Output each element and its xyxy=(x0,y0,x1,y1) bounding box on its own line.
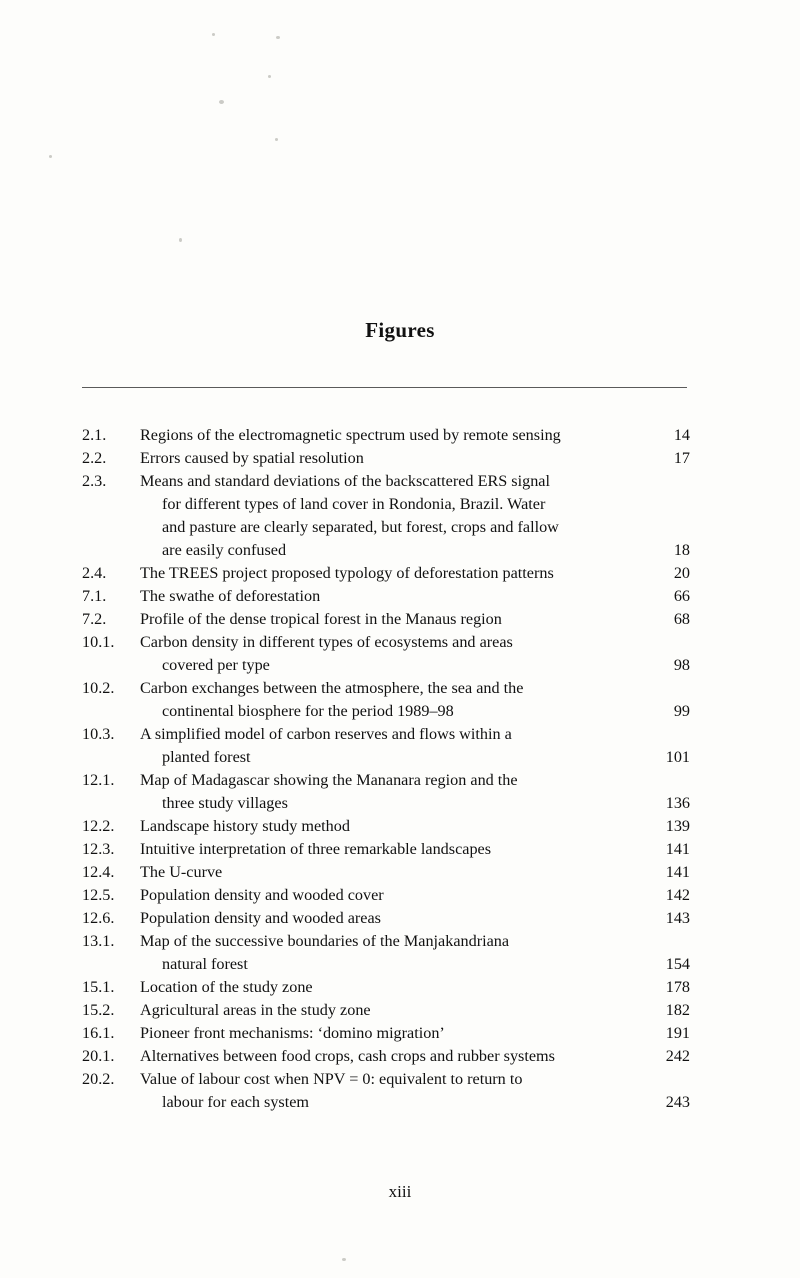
figure-page-number: 141 xyxy=(665,840,690,858)
figure-caption-line: Profile of the dense tropical forest in the Manaus region xyxy=(140,610,502,628)
figure-number: 12.6. xyxy=(82,909,115,927)
figure-page-number: 99 xyxy=(673,702,690,720)
figure-caption-line: Carbon density in different types of ecosystems and areas xyxy=(140,633,513,651)
figure-number: 15.2. xyxy=(82,1001,115,1019)
figure-entry xyxy=(82,470,690,562)
figure-caption-line: labour for each system xyxy=(162,1093,309,1111)
figure-number: 2.2. xyxy=(82,449,107,467)
figure-number: 12.2. xyxy=(82,817,115,835)
figure-entry xyxy=(82,999,690,1022)
figure-caption xyxy=(140,631,656,677)
figure-caption-line: A simplified model of carbon reserves and flows within a xyxy=(140,725,512,743)
figure-entry xyxy=(82,1068,690,1114)
page-folio: xiii xyxy=(388,1182,412,1201)
figure-caption xyxy=(140,677,656,723)
figure-entry xyxy=(82,815,690,838)
figure-page-number: 243 xyxy=(665,1093,690,1111)
figure-caption xyxy=(140,470,656,562)
figure-caption-line: Intuitive interpretation of three remarkable landscapes xyxy=(140,840,492,858)
figure-caption xyxy=(140,1068,656,1114)
figure-entry xyxy=(82,838,690,861)
figure-caption xyxy=(140,562,656,585)
figure-number: 15.1. xyxy=(82,978,115,996)
figure-entry xyxy=(82,1045,690,1068)
figure-caption xyxy=(140,815,656,838)
page-speck xyxy=(212,33,215,36)
figure-page-number: 142 xyxy=(665,886,690,904)
figure-entry xyxy=(82,907,690,930)
figure-caption-line: planted forest xyxy=(162,748,251,766)
figure-caption-line: Value of labour cost when NPV = 0: equivalent to return to xyxy=(140,1070,523,1088)
figure-number: 2.1. xyxy=(82,426,107,444)
page-speck xyxy=(219,100,224,104)
figure-caption xyxy=(140,608,656,631)
figure-page-number: 136 xyxy=(665,794,690,812)
figure-caption-line: Means and standard deviations of the backscattered ERS signal xyxy=(140,472,550,490)
figure-caption-line: Pioneer front mechanisms: ‘domino migration’ xyxy=(140,1024,445,1042)
figure-caption-line: Location of the study zone xyxy=(140,978,313,996)
figure-page-number: 68 xyxy=(673,610,690,628)
figure-caption-line: The U-curve xyxy=(140,863,223,881)
figure-page-number: 98 xyxy=(673,656,690,674)
figure-number: 10.3. xyxy=(82,725,115,743)
figure-caption-line: Agricultural areas in the study zone xyxy=(140,1001,371,1019)
figure-caption-line: Regions of the electromagnetic spectrum used by remote sensing xyxy=(140,426,561,444)
figure-page-number: 242 xyxy=(665,1047,690,1065)
figure-number: 12.5. xyxy=(82,886,115,904)
figure-entry xyxy=(82,884,690,907)
figure-page-number: 14 xyxy=(673,426,690,444)
figure-number: 2.3. xyxy=(82,472,107,490)
figure-caption xyxy=(140,424,656,447)
page-speck xyxy=(275,138,278,141)
figure-page-number: 139 xyxy=(665,817,690,835)
figure-page-number: 141 xyxy=(665,863,690,881)
page-speck xyxy=(49,155,52,158)
figure-page-number: 20 xyxy=(673,564,690,582)
figure-caption xyxy=(140,723,656,769)
figure-caption xyxy=(140,838,656,861)
figure-number: 7.2. xyxy=(82,610,107,628)
figure-caption-line: Alternatives between food crops, cash crops and rubber systems xyxy=(140,1047,555,1065)
figure-caption-line: natural forest xyxy=(162,955,248,973)
figure-caption xyxy=(140,1045,656,1068)
figure-number: 20.2. xyxy=(82,1070,115,1088)
figure-entry xyxy=(82,608,690,631)
figure-page-number: 17 xyxy=(673,449,690,467)
figure-number: 10.1. xyxy=(82,633,115,651)
figure-caption xyxy=(140,769,656,815)
figure-page-number: 154 xyxy=(665,955,690,973)
figure-page-number: 18 xyxy=(673,541,690,559)
figure-entry xyxy=(82,1022,690,1045)
page-speck xyxy=(179,238,182,242)
figure-page-number: 191 xyxy=(665,1024,690,1042)
figure-caption xyxy=(140,976,656,999)
figure-caption-line: The swathe of deforestation xyxy=(140,587,321,605)
figure-caption xyxy=(140,447,656,470)
figure-caption xyxy=(140,585,656,608)
figure-number: 13.1. xyxy=(82,932,115,950)
figure-caption-line: Population density and wooded areas xyxy=(140,909,381,927)
figure-entry xyxy=(82,562,690,585)
page-speck xyxy=(342,1258,346,1261)
figure-caption xyxy=(140,930,656,976)
figure-number: 12.4. xyxy=(82,863,115,881)
figure-caption xyxy=(140,907,656,930)
figure-page-number: 101 xyxy=(665,748,690,766)
figure-entry xyxy=(82,585,690,608)
figure-number: 10.2. xyxy=(82,679,115,697)
figure-caption-line: Map of the successive boundaries of the Manjakandriana xyxy=(140,932,510,950)
figure-caption-line: continental biosphere for the period 1989–98 xyxy=(162,702,454,720)
figure-caption-line: three study villages xyxy=(162,794,288,812)
figure-entry xyxy=(82,424,690,447)
page-speck xyxy=(268,75,271,78)
figure-caption-line: Errors caused by spatial resolution xyxy=(140,449,364,467)
figure-entry xyxy=(82,677,690,723)
figure-entry xyxy=(82,930,690,976)
page-title: Figures xyxy=(365,318,435,342)
figure-number: 16.1. xyxy=(82,1024,115,1042)
figure-caption-line: and pasture are clearly separated, but forest, crops and fallow xyxy=(162,518,559,536)
figure-caption xyxy=(140,861,656,884)
figure-page-number: 182 xyxy=(665,1001,690,1019)
page-speck xyxy=(276,36,280,39)
figure-entry xyxy=(82,976,690,999)
figure-number: 12.1. xyxy=(82,771,115,789)
figure-page-number: 143 xyxy=(665,909,690,927)
figure-number: 7.1. xyxy=(82,587,107,605)
figure-caption-line: are easily confused xyxy=(162,541,287,559)
figure-entry xyxy=(82,769,690,815)
figure-caption-line: Carbon exchanges between the atmosphere, the sea and the xyxy=(140,679,524,697)
figure-caption-line: Population density and wooded cover xyxy=(140,886,384,904)
figure-caption xyxy=(140,999,656,1022)
figure-entry xyxy=(82,861,690,884)
figure-entry xyxy=(82,723,690,769)
figure-number: 12.3. xyxy=(82,840,115,858)
figure-page-number: 178 xyxy=(665,978,690,996)
figure-caption xyxy=(140,884,656,907)
figure-entry xyxy=(82,447,690,470)
figure-number: 20.1. xyxy=(82,1047,115,1065)
figure-page-number: 66 xyxy=(673,587,690,605)
figure-caption-line: Map of Madagascar showing the Mananara region and the xyxy=(140,771,518,789)
horizontal-rule xyxy=(82,387,687,388)
figure-caption-line: Landscape history study method xyxy=(140,817,350,835)
figures-list xyxy=(82,424,690,1114)
figure-caption-line: covered per type xyxy=(162,656,270,674)
figure-caption-line: The TREES project proposed typology of deforestation patterns xyxy=(140,564,554,582)
figure-number: 2.4. xyxy=(82,564,107,582)
figure-caption-line: for different types of land cover in Rondonia, Brazil. Water xyxy=(162,495,546,513)
figure-entry xyxy=(82,631,690,677)
figure-caption xyxy=(140,1022,656,1045)
